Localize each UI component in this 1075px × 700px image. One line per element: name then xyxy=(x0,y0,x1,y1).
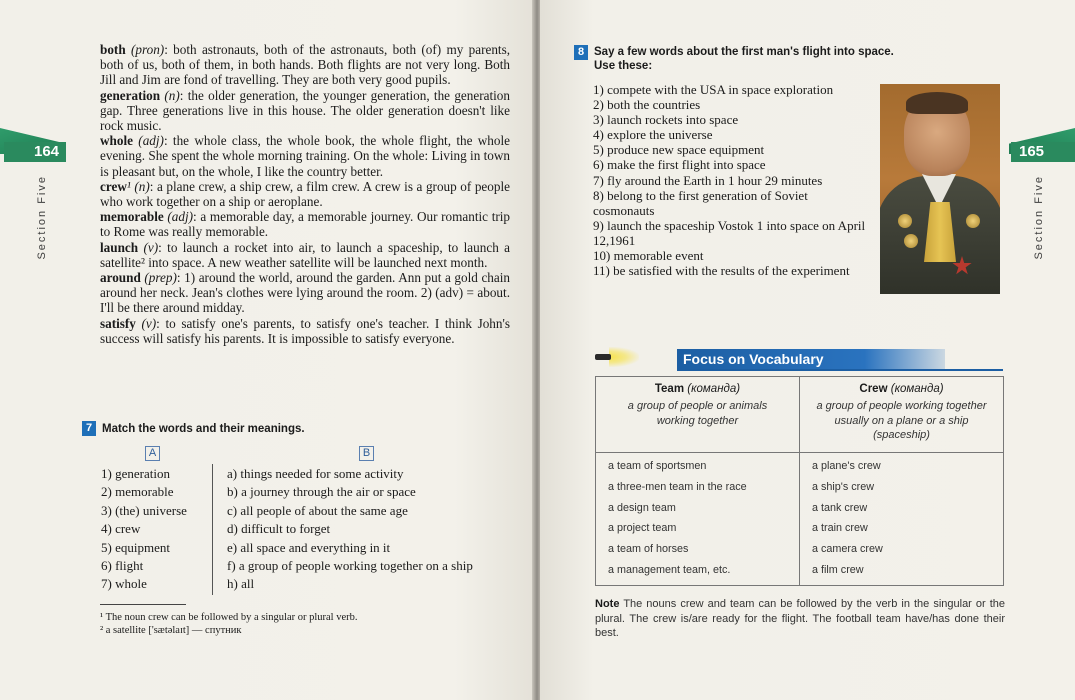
table-row: a team of sportsmen xyxy=(608,460,707,472)
page-number: 165 xyxy=(1011,142,1075,162)
table-row: a management team, etc. xyxy=(608,563,731,576)
list-item: 2) memorable xyxy=(101,484,174,500)
list-item: 7) fly around the Earth in 1 hour 29 minutes xyxy=(593,172,823,188)
note-text: The nouns crew and team can be followed by the verb in the singular or the plural. The crew is/are ready for the flight. The football team have/has done their best. xyxy=(595,598,1006,640)
vocab-entry: launch (v): to launch a rocket into air, to launch a spaceship, to launch a satellite² into space. A new weather satellite will be launched next month. xyxy=(100,239,511,270)
list-item: 5) produce new space equipment xyxy=(593,142,765,158)
match-words-list xyxy=(101,465,187,594)
list-item: c) all people of about the same age xyxy=(227,502,408,518)
table-row: a design team xyxy=(608,501,676,514)
list-item: 8) belong to the first generation of Soviet cosmonauts xyxy=(593,187,808,218)
page-number-tab-right xyxy=(1009,128,1075,172)
focus-on-vocabulary-banner xyxy=(595,347,1003,371)
section-title: Focus on Vocabulary xyxy=(677,349,945,369)
exercise-8-heading xyxy=(574,45,894,73)
footnotes xyxy=(100,612,358,637)
list-item: f) a group of people working together on a ship xyxy=(227,558,473,574)
crew-definition: a group of people working together usually on a plane or a ship (spaceship) xyxy=(816,400,987,442)
list-item: 6) make the first flight into space xyxy=(593,157,766,173)
table-row: a three-men team in the race xyxy=(608,480,747,493)
list-item: 2) both the countries xyxy=(593,97,701,113)
list-item: h) all xyxy=(227,576,255,592)
exercise-title: Match the words and their meanings. xyxy=(102,422,305,435)
exercise-subtitle: Use these: xyxy=(594,60,653,72)
cosmonaut-portrait xyxy=(880,84,1000,294)
match-meanings-list xyxy=(227,465,473,594)
list-item: 3) (the) universe xyxy=(101,502,187,518)
list-item: 7) whole xyxy=(101,576,147,592)
column-a-label: A xyxy=(145,446,160,461)
exercise-number: 8 xyxy=(574,45,588,60)
team-definition: a group of people or animals working together xyxy=(627,400,768,427)
list-item: 1) compete with the USA in space exploration xyxy=(593,82,834,97)
list-item: 9) launch the spaceship Vostok 1 into space on April 12,1961 xyxy=(593,217,866,248)
table-row: a train crew xyxy=(812,522,868,535)
list-item: 4) explore the universe xyxy=(593,127,713,143)
vocab-entry: around (prep): 1) around the world, around the garden. Ann put a gold chain around her neck. Jean's clothes were lying around the room. 2) (adv) = about. I'll be there around midday. xyxy=(100,270,510,316)
note-label: Note xyxy=(595,598,620,610)
vocab-entry: satisfy (v): to satisfy one's parents, to satisfy one's teacher. I think John's success will satisfy his parents. It is impossible to satisfy everyone. xyxy=(100,315,511,346)
table-row: a film crew xyxy=(812,563,864,576)
footnote: ² a satellite ['sætəlaɪt] — спутник xyxy=(100,624,242,636)
list-item: b) a journey through the air or space xyxy=(227,484,416,500)
table-row: a camera crew xyxy=(812,543,883,556)
list-item: 5) equipment xyxy=(101,539,170,555)
footnote: ¹ The noun crew can be followed by a singular or plural verb. xyxy=(100,612,358,623)
list-item: d) difficult to forget xyxy=(227,521,331,537)
team-header: Team (команда) a group of people or animals working together xyxy=(596,377,800,453)
footnote-rule xyxy=(100,604,186,605)
team-crew-table xyxy=(595,376,1004,586)
grammar-note xyxy=(595,597,1005,641)
exercise-8-list xyxy=(593,82,871,278)
vocab-entry: whole (adj): the whole class, the whole book, the whole flight, the whole evening. She spent the whole morning training. On the whole: Living in town is pleasant but, on the whole, I like the country better. xyxy=(100,133,510,179)
vocab-entry: memorable (adj): a memorable day, a memorable journey. Our romantic trip to Rome was really memorable. xyxy=(100,209,511,240)
list-item: 3) launch rockets into space xyxy=(593,112,739,128)
list-item: 10) memorable event xyxy=(593,248,704,264)
list-item: 11) be satisfied with the results of the experiment xyxy=(593,263,850,279)
crew-header: Crew (команда) a group of people working together usually on a plane or a ship (spaceship) xyxy=(800,377,1004,453)
list-item: a) things needed for some activity xyxy=(227,466,404,481)
table-row: a project team xyxy=(608,522,677,535)
flashlight-icon xyxy=(595,351,619,363)
column-b-label: B xyxy=(359,446,374,461)
list-item: 6) flight xyxy=(101,558,144,574)
crew-examples xyxy=(800,453,1004,586)
page-number: 164 xyxy=(4,142,66,162)
exercise-title: Say a few words about the first man's flight into space. xyxy=(594,46,894,58)
exercise-number: 7 xyxy=(82,421,96,436)
table-row: a plane's crew xyxy=(812,460,881,472)
column-divider xyxy=(212,464,213,595)
vocab-entry: both (pron): both astronauts, both of the astronauts, both (of) my parents, both of us, both of them, in both hands. Both flights are not very long. Both Jill and Jim are fond of travelling. They are both very good pupils. xyxy=(100,42,511,88)
table-row: a team of horses xyxy=(608,543,689,556)
list-item: 4) crew xyxy=(101,521,141,537)
section-label: Section Five xyxy=(36,175,48,260)
table-row: a ship's crew xyxy=(812,480,875,493)
table-row: a tank crew xyxy=(812,501,868,514)
vocabulary-entries xyxy=(100,42,510,346)
list-item: e) all space and everything in it xyxy=(227,539,391,555)
page-number-tab-left xyxy=(0,128,68,172)
vocab-entry: crew¹ (n): a plane crew, a ship crew, a film crew. A crew is a group of people who work together on a ship or aeroplane. xyxy=(100,178,510,210)
team-examples xyxy=(596,453,800,586)
vocab-entry: generation (n): the older generation, the younger generation, the generation gap. Three generations live in this house. The older generation doesn't like rock music. xyxy=(100,87,510,134)
exercise-7-heading xyxy=(82,421,305,436)
list-item: 1) generation xyxy=(101,466,170,481)
section-label: Section Five xyxy=(1033,175,1045,260)
